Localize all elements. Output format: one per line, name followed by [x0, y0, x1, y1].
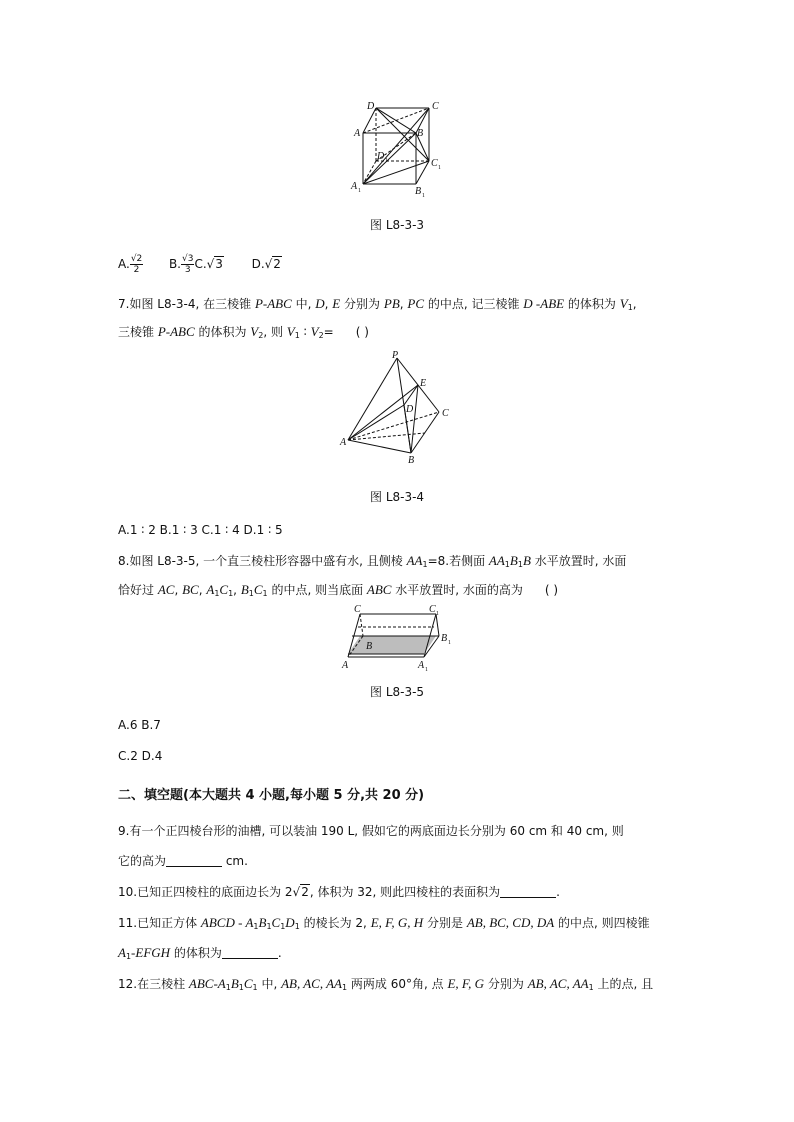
label-c1-sub: 1	[438, 165, 441, 171]
label-a1: A	[351, 181, 358, 192]
label-a: A	[342, 660, 349, 671]
label-b1-sub: 1	[448, 640, 451, 646]
figure-l8-3-5	[338, 602, 460, 672]
section-heading: 二、填空题(本大题共 4 小题,每小题 5 分,共 20 分)	[118, 788, 425, 803]
label-d: D	[367, 101, 375, 112]
figure-l8-3-3	[345, 98, 455, 198]
q7-line1: 7.如图 L8-3-4, 在三棱锥 P-ABC 中, D, E 分别为 PB, PC 的中点, 记三棱锥 D -ABE 的体积为 $V_1$,	[118, 296, 637, 312]
label-a1: A	[418, 660, 425, 671]
caption-l8-3-3: 图 L8-3-3	[370, 218, 425, 232]
label-a1-sub: 1	[358, 188, 361, 194]
label-b1-sub: 1	[422, 193, 425, 198]
label-a: A	[354, 128, 361, 139]
q8-line2: 恰好过 AC, BC, $A_1C_1$, $B_1C_1$ 的中点, 则当底面 ABC 水平放置时, 水面的高为 ( )	[118, 582, 559, 598]
label-b1: B	[415, 186, 422, 197]
q11-line2: $A_1$-EFGH 的体积为 .	[118, 945, 282, 961]
label-e: E	[420, 378, 427, 389]
answer-blank[interactable]	[500, 885, 556, 898]
q11-line1: 11.已知正方体 ABCD - $A_1B_1C_1D_1$ 的棱长为 2, E, F, G, H 分别是 AB, BC, CD, DA 的中点, 则四棱锥	[118, 915, 650, 931]
q7-line2: 三棱锥 P-ABC 的体积为 $V_2$, 则 $V_1$ ∶ $V_2=$ ( )	[118, 324, 369, 340]
q9-line2: 它的高为 cm.	[118, 854, 248, 868]
caption-l8-3-5: 图 L8-3-5	[370, 685, 425, 699]
label-c1: C	[431, 158, 438, 169]
q6-options: A. $\frac{√2}{2}$ B. $\frac{√3}{3}$ C.√3 D.√2	[118, 254, 281, 275]
answer-blank[interactable]	[222, 946, 278, 959]
q9-line1: 9.有一个正四棱台形的油槽, 可以装油 190 L, 假如它的两底面边长分别为 60 cm 和 40 cm, 则	[118, 824, 624, 838]
label-a: A	[340, 437, 347, 448]
q8-line1: 8.如图 L8-3-5, 一个直三棱柱形容器中盛有水, 且侧棱 $AA_1=8$.若侧面 $AA_1B_1B$ 水平放置时, 水面	[118, 553, 627, 569]
label-c: C	[354, 604, 361, 615]
label-c1: C	[429, 604, 436, 615]
label-d1: D	[377, 151, 385, 162]
q7-options: A.1 ∶ 2 B.1 ∶ 3 C.1 ∶ 4 D.1 ∶ 5	[118, 523, 283, 537]
label-b: B	[408, 455, 415, 466]
label-a1-sub: 1	[425, 667, 428, 672]
label-c1-sub: 1	[436, 611, 439, 617]
label-d1-sub: 1	[385, 158, 388, 164]
answer-blank[interactable]	[166, 854, 222, 867]
figure-l8-3-4	[338, 350, 463, 468]
label-b: B	[366, 641, 373, 652]
label-c: C	[442, 408, 449, 419]
caption-l8-3-4: 图 L8-3-4	[370, 490, 425, 504]
label-d: D	[406, 404, 414, 415]
label-p: P	[392, 350, 399, 361]
q12-line1: 12.在三棱柱 ABC-$A_1B_1C_1$ 中, AB, AC, $AA_1$ 两两成 60°角, 点 E, F, G 分别为 AB, AC, $AA_1$ 上的点, 且	[118, 976, 654, 992]
q8-options-2: C.2 D.4	[118, 749, 163, 763]
label-b1: B	[441, 633, 448, 644]
q8-options-1: A.6 B.7	[118, 718, 161, 732]
label-c: C	[432, 101, 439, 112]
q10: 10.已知正四棱柱的底面边长为 2√2, 体积为 32, 则此四棱柱的表面积为 .	[118, 885, 560, 899]
label-b: B	[417, 128, 424, 139]
